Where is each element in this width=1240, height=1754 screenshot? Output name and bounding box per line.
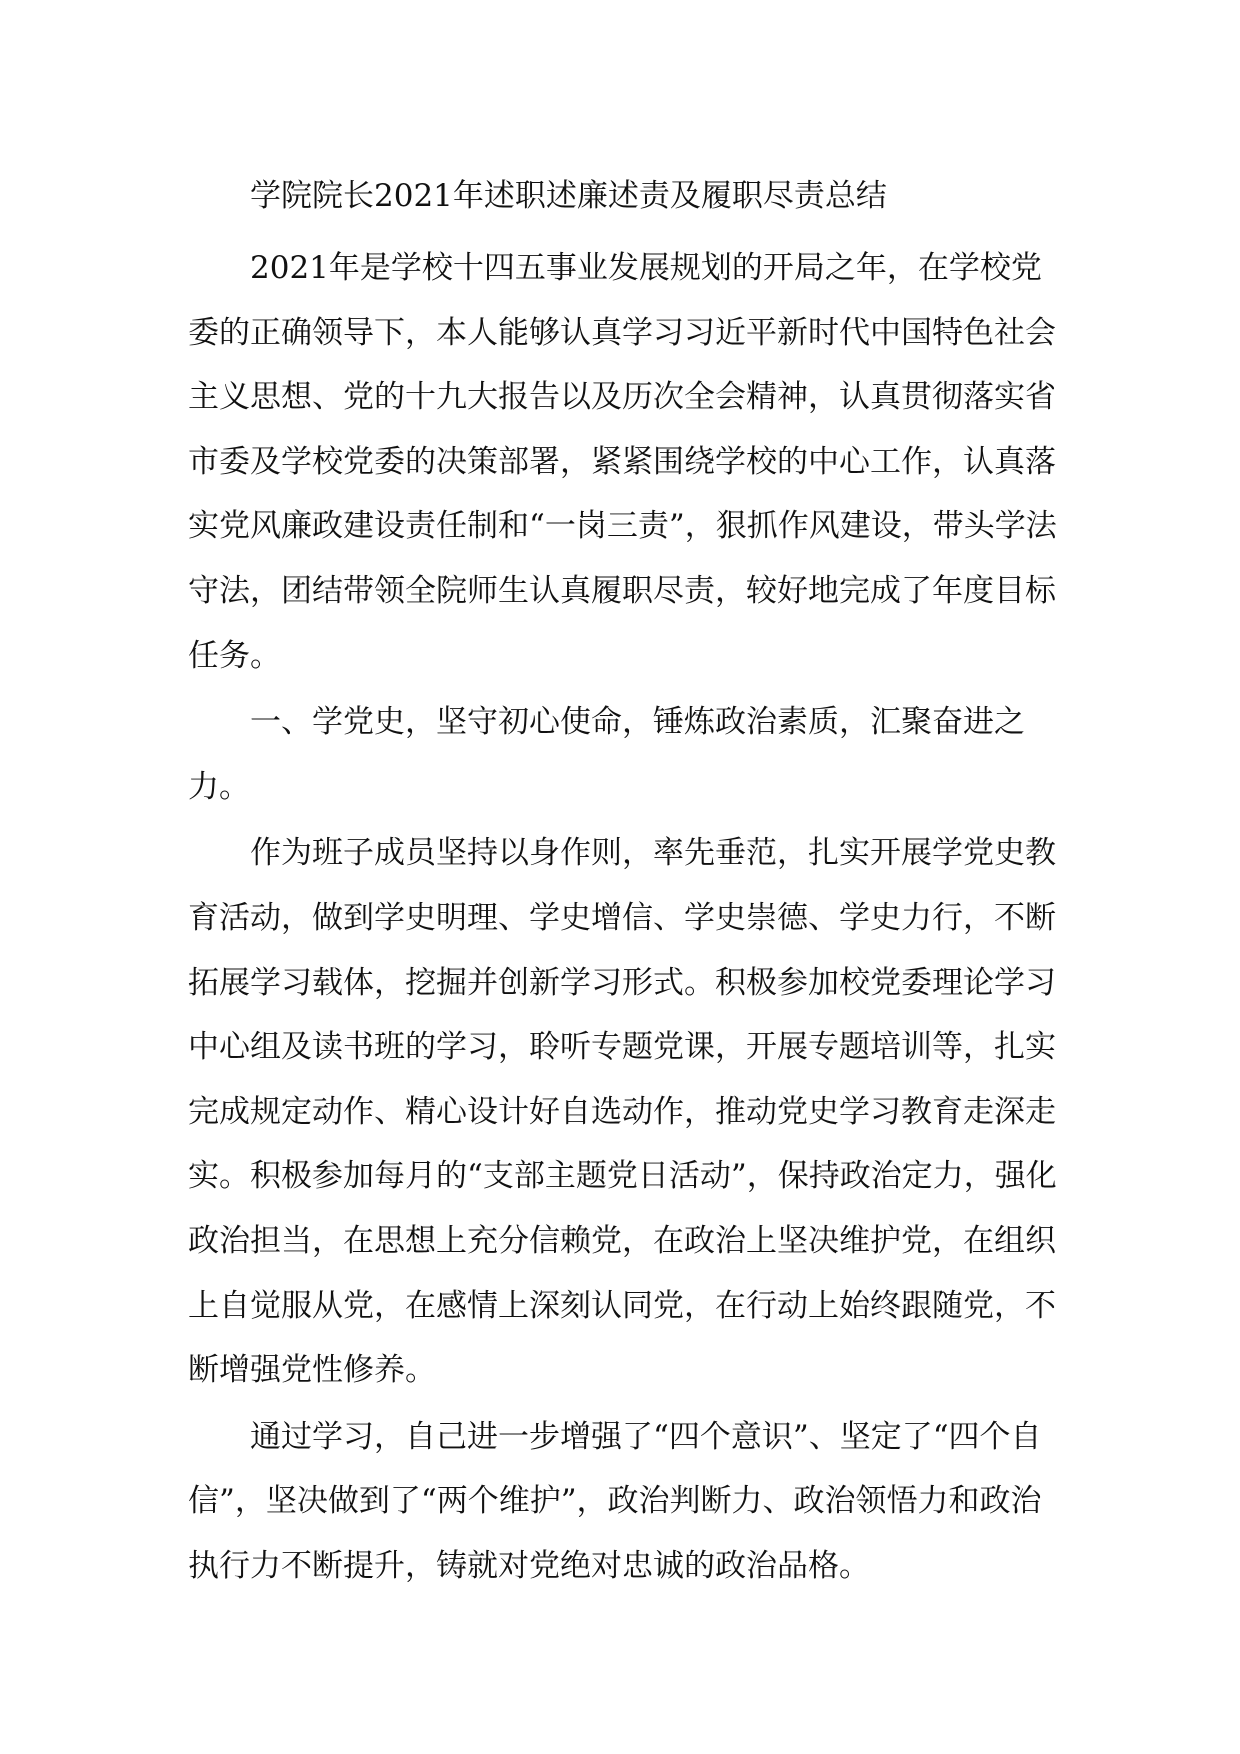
section-heading-1: 一、学党史，坚守初心使命，锤炼政治素质，汇聚奋进之力。 — [188, 704, 1025, 805]
document-title: 学院院长2021年述职述廉述责及履职尽责总结 — [250, 178, 887, 214]
document-body — [188, 236, 1068, 1600]
paragraph-party-history: 作为班子成员坚持以身作则，率先垂范，扎实开展学党史教育活动，做到学史明理、学史增信、学史崇德、学史力行，不断拓展学习载体，挖掘并创新学习形式。积极参加校党委理论学习中心组及读书班的学习，聆听专题党课，开展专题培训等，扎实完成规定动作、精心设计好自选动作，推动党史学习教育走深走实。积极参加每月的“支部主题党日活动”，保持政治定力，强化政治担当，在思想上充分信赖党，在政治上坚决维护党，在组织上自觉服从党，在感情上深刻认同党，在行动上始终跟随党，不断增强党性修养。 — [188, 835, 1057, 1389]
paragraph-intro: 2021年是学校十四五事业发展规划的开局之年，在学校党委的正确领导下，本人能够认真学习习近平新时代中国特色社会主义思想、党的十九大报告以及历次全会精神，认真贯彻落实省市委及学校党委的决策部署，紧紧围绕学校的中心工作，认真落实党风廉政建设责任制和“一岗三责”，狠抓作风建设，带头学法守法，团结带领全院师生认真履职尽责，较好地完成了年度目标任务。 — [188, 250, 1057, 674]
paragraph-learning-results: 通过学习，自己进一步增强了“四个意识”、坚定了“四个自信”，坚决做到了“两个维护”，政治判断力、政治领悟力和政治执行力不断提升，铸就对党绝对忠诚的政治品格。 — [188, 1418, 1042, 1584]
